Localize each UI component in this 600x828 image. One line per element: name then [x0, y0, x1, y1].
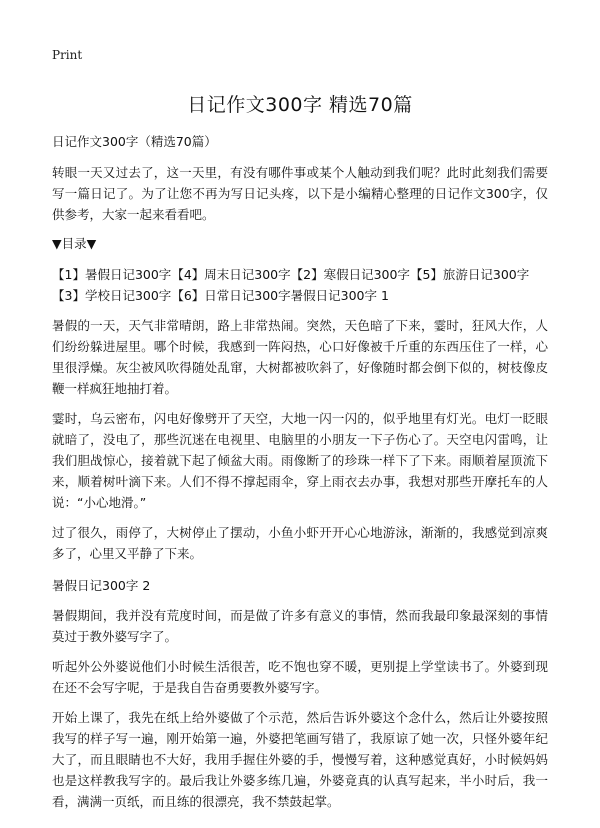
toc-link-daily[interactable]: 【6】日常日记300字 [171, 288, 291, 303]
section-2-paragraph-1: 暑假期间，我并没有荒度时间，而是做了许多有意义的事情，然而我最印象最深刻的事情莫过于教外婆写字了。 [52, 608, 548, 644]
section-1-heading: 暑假日记300字 1 [290, 288, 389, 303]
section-1-paragraph-1: 暑假的一天，天气非常晴朗，路上非常热闹。突然，天色暗了下来，霎时，狂风大作，人们纷纷躲进屋里。哪个时候，我感到一阵闷热，心口好像被千斤重的东西压住了一样，心里很浮燥。灰尘被风吹得随处乱窜，大树都被吹斜了，好像随时都会倒下似的，树枝像皮鞭一样疯狂地抽打着。 [52, 318, 548, 396]
table-of-contents [52, 264, 548, 306]
print-link[interactable]: Print [52, 48, 83, 62]
section-1-paragraph-3: 过了很久，雨停了，大树停止了摆动，小鱼小虾开开心心地游泳，渐渐的，我感觉到凉爽多了，心里又平静了下来。 [52, 525, 548, 561]
toc-link-winter[interactable]: 【2】寒假日记300字 [290, 267, 410, 282]
document-subtitle: 日记作文300字（精选70篇） [52, 134, 217, 149]
toc-link-summer[interactable]: 【1】暑假日记300字 [52, 267, 172, 282]
toc-heading: ▼目录▼ [52, 236, 97, 251]
section-2-heading: 暑假日记300字 2 [52, 578, 151, 593]
intro-paragraph: 转眼一天又过去了，这一天里，有没有哪件事或某个人触动到我们呢？此时此刻我们需要写一篇日记了。为了让您不再为写日记头疼，以下是小编精心整理的日记作文300字，仅供参考，大家一起来看看吧。 [52, 165, 548, 222]
section-2-paragraph-2: 听起外公外婆说他们小时候生活很苦，吃不饱也穿不暖，更别提上学堂读书了。外婆到现在还不会写字呢，于是我自告奋勇要教外婆写字。 [52, 659, 548, 695]
section-2-paragraph-3: 开始上课了，我先在纸上给外婆做了个示范，然后告诉外婆这个念什么，然后让外婆按照我写的样子写一遍，刚开始第一遍，外婆把笔画写错了，我原谅了她一次，只怪外婆年纪大了，而且眼睛也不大好，我用手握住外婆的手，慢慢写着，这种感觉真好，小时候妈妈也是这样教我写字的。最后我让外婆多练几遍，外婆竟真的认真写起来，半小时后，我一看，满满一页纸，而且练的很漂亮，我不禁鼓起掌。 [52, 710, 548, 809]
document-title: 日记作文300字 精选70篇 [187, 94, 413, 116]
toc-link-weekend[interactable]: 【4】周末日记300字 [171, 267, 291, 282]
section-1-paragraph-2: 霎时，乌云密布，闪电好像劈开了天空，大地一闪一闪的，似乎地里有灯光。电灯一眨眼就暗了，没电了，那些沉迷在电视里、电脑里的小朋友一下子伤心了。天空电闪雷鸣，让我们胆战惊心，接着就下起了倾盆大雨。雨像断了的珍珠一样下了下来。雨顺着屋顶流下来，顺着树叶滴下来。人们不得不撑起雨伞，穿上雨衣去办事，我想对那些开摩托车的人说：“小心地滑。” [52, 411, 548, 510]
toc-link-school[interactable]: 【3】学校日记300字 [52, 288, 172, 303]
toc-link-travel[interactable]: 【5】旅游日记300字 [409, 267, 530, 282]
